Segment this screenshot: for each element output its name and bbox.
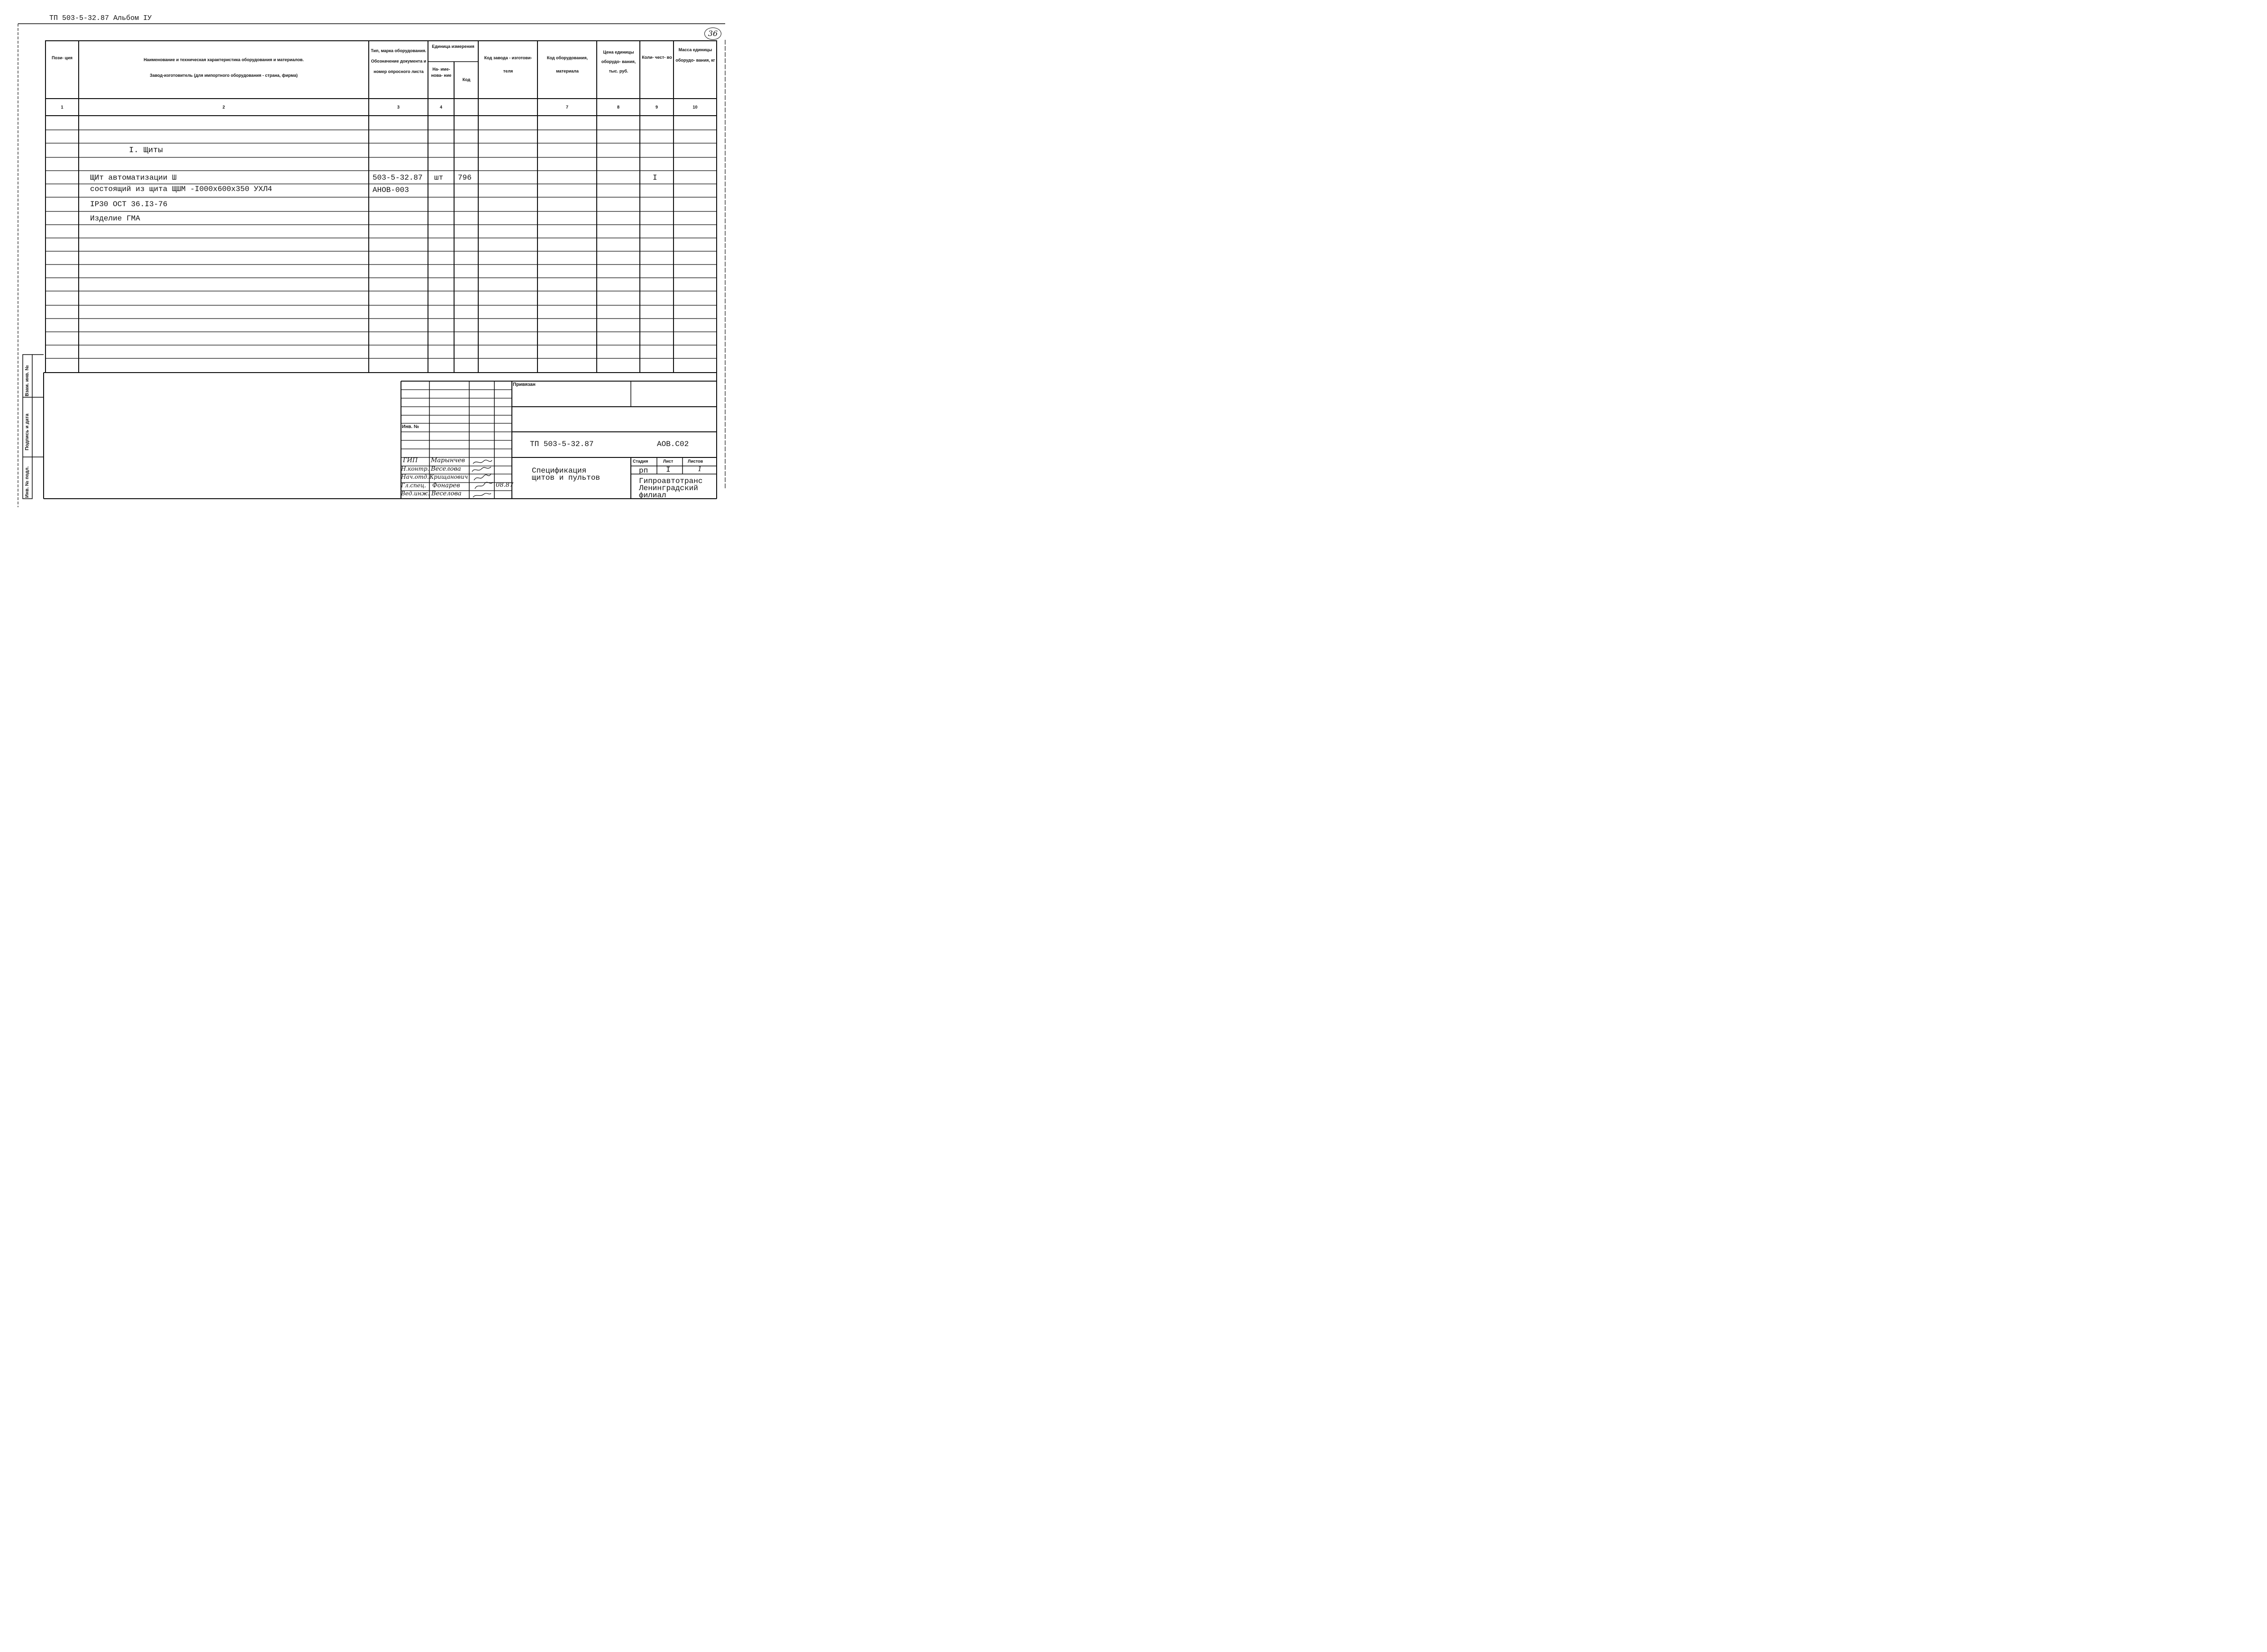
stamp-signature-date: Подпись и дата bbox=[25, 413, 30, 450]
item-unit-code: 796 bbox=[458, 173, 472, 182]
item-name-line1: ЩИт автоматизации Ш bbox=[90, 173, 177, 182]
document-code: ТП 503-5-32.87 bbox=[530, 440, 594, 448]
item-name-line4: Изделие ГМА bbox=[90, 214, 140, 223]
item-name-line2: состоящий из щита ЩШМ -I000x600x350 УХЛ4 bbox=[90, 185, 273, 193]
role-lead-engineer: Вед.инж. bbox=[401, 490, 430, 497]
signature-5 bbox=[473, 493, 491, 497]
item-document: 503-5-32.87 bbox=[373, 173, 423, 182]
col-number-4: 4 bbox=[439, 105, 442, 110]
role-chief-specialist: Гл.спец. bbox=[401, 482, 427, 489]
signature-2 bbox=[472, 467, 491, 472]
stamp-replacement-inv: Взам. инв. № bbox=[25, 365, 30, 396]
sheets-label: Листов bbox=[688, 459, 703, 464]
item-unit: шт bbox=[434, 173, 444, 182]
signature-marks bbox=[469, 457, 512, 499]
signature-4 bbox=[475, 482, 493, 489]
item-quantity: I bbox=[653, 173, 657, 182]
role-norm-control: Н.контр. bbox=[401, 465, 429, 472]
col-number-3: 3 bbox=[397, 105, 400, 110]
document-title-line1: Спецификация bbox=[532, 466, 587, 475]
name-dept-head: Крищанович bbox=[429, 474, 468, 480]
document-title-line2: щитов и пультов bbox=[532, 474, 601, 482]
drawing-frame bbox=[0, 0, 739, 538]
role-dept-head: Нач.отд. bbox=[401, 474, 429, 480]
col-header-unit-code: Код bbox=[462, 77, 471, 82]
organization-line1: Гипроавтотранс bbox=[639, 477, 703, 485]
col-number-1: 1 bbox=[61, 105, 64, 110]
col-header-equipment-code: Код оборудования, материала bbox=[546, 55, 588, 73]
col-header-unit: Единица измерения bbox=[432, 44, 474, 49]
name-gip: Марынчев bbox=[431, 457, 465, 464]
col-header-position: Пози- ция bbox=[52, 55, 73, 60]
organization-line2: Ленинградский bbox=[639, 484, 698, 493]
stage-label: Стадия bbox=[633, 459, 648, 464]
col-number-8: 8 bbox=[617, 105, 619, 110]
col-number-10: 10 bbox=[692, 105, 698, 110]
col-number-9: 9 bbox=[655, 105, 658, 110]
signature-3 bbox=[474, 474, 491, 480]
organization-line3: филиал bbox=[639, 491, 666, 500]
col-header-maker-code: Код завода - изготови- теля bbox=[484, 55, 532, 73]
col-header-name-line1: Наименование и техническая характеристика оборудования и материалов. bbox=[144, 57, 304, 62]
sheet-number: 36 bbox=[708, 29, 718, 38]
col-header-unit-name: На- име- нова- ние bbox=[431, 67, 452, 78]
col-header-name bbox=[82, 57, 366, 79]
col-number-2: 2 bbox=[222, 105, 225, 110]
sheet-label: Лист bbox=[663, 459, 674, 464]
section-title: I. Щиты bbox=[129, 146, 163, 155]
stage-value: рп bbox=[639, 466, 648, 475]
col-header-quantity: Коли- чест- во bbox=[642, 55, 672, 60]
item-questionnaire: АНОВ-003 bbox=[373, 186, 409, 194]
col-number-7: 7 bbox=[565, 105, 568, 110]
inv-number-label: Инв. № bbox=[402, 424, 419, 429]
signature-1 bbox=[473, 460, 492, 464]
name-chief-specialist: Фонарев bbox=[432, 482, 460, 489]
sheet-value: I bbox=[666, 465, 671, 474]
name-lead-engineer: Веселова bbox=[431, 490, 462, 497]
sign-date: 08.87 bbox=[496, 482, 514, 489]
name-norm-control: Веселова bbox=[431, 465, 461, 473]
privyazan-label: Привязан bbox=[513, 382, 536, 387]
stamp-original-inv: Инв. № подл. bbox=[25, 466, 30, 498]
col-header-price: Цена единицы оборудо- вания, тыс. руб. bbox=[601, 50, 636, 73]
sheet-code: АОВ.С02 bbox=[657, 440, 689, 448]
item-name-line3: IР30 ОСТ 36.I3-76 bbox=[90, 200, 168, 209]
col-header-type: Тип, марка оборудования. Обозначение документа и номер опросного листа bbox=[371, 48, 427, 74]
col-header-name-line2: Завод-изготовитель (для импортного оборудования - страна, фирма) bbox=[150, 73, 298, 78]
col-header-mass: Масса единицы оборудо- вания, кг bbox=[675, 47, 715, 63]
album-header: ТП 503-5-32.87 Альбом IУ bbox=[49, 14, 152, 22]
role-gip: ГИП bbox=[403, 457, 418, 464]
sheets-value: 1 bbox=[698, 465, 702, 473]
